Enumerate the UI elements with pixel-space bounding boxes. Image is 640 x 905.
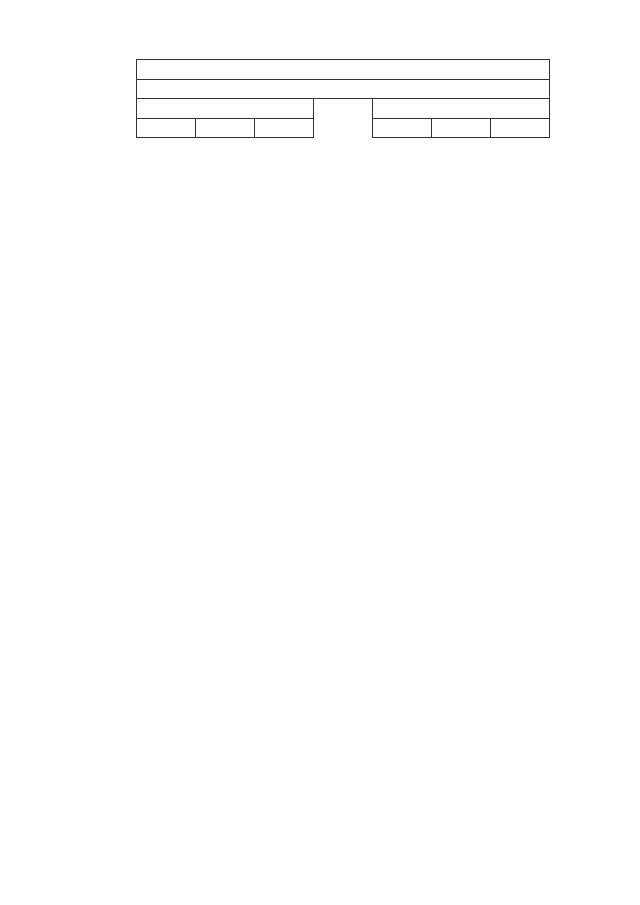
coordinates-table-lower	[136, 59, 550, 138]
section-title-row	[137, 99, 550, 119]
place-title-row	[137, 79, 550, 99]
col-header-y	[255, 118, 314, 138]
col-header-x	[196, 118, 255, 138]
right-section-title	[373, 99, 550, 119]
col-header-n	[373, 118, 432, 138]
col-header-n	[137, 118, 196, 138]
coordinates-sheet	[136, 59, 550, 138]
col-header-x	[432, 118, 491, 138]
mo-title-row	[137, 60, 550, 80]
place-title	[137, 79, 550, 99]
mo-title	[137, 60, 550, 80]
left-section-title	[137, 99, 314, 119]
column-header-row	[137, 118, 550, 138]
col-header-y	[491, 118, 550, 138]
